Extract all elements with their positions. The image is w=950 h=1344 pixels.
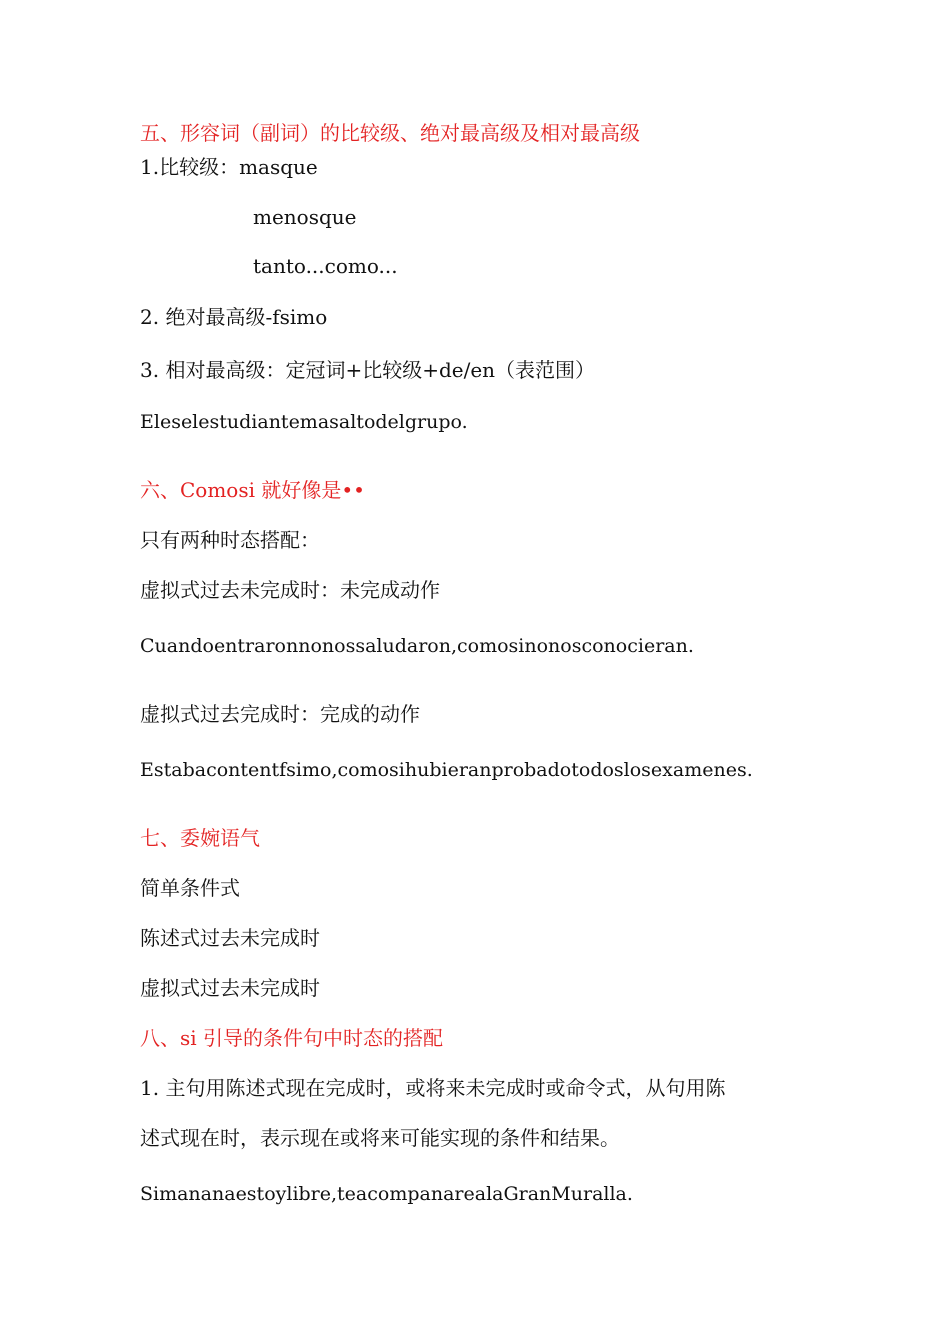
comparative-menos-line: menosque (253, 205, 357, 229)
pluperfect-subjunctive-line: 虚拟式过去完成时：完成的动作 (140, 702, 420, 726)
comparative-line: 1.比较级：masque (140, 155, 318, 179)
section-5-heading: 五、形容词（副词）的比较级、绝对最高级及相对最高级 (140, 121, 640, 145)
example-sentence-1: Eleselestudiantemasaltodelgrupo. (140, 411, 468, 433)
section-7-heading: 七、委婉语气 (140, 826, 260, 850)
indicative-imperfect-line: 陈述式过去未完成时 (140, 926, 320, 950)
example-sentence-2: Cuandoentraronnonossaludaron,comosinonosconocieran. (140, 635, 694, 657)
section-6-heading: 六、Comosi 就好像是•• (140, 478, 365, 502)
imperfect-subjunctive-line: 虚拟式过去未完成时：未完成动作 (140, 578, 440, 602)
example-sentence-4: Simananaestoylibre,teacompanarealaGranMuralla. (140, 1183, 633, 1205)
two-tenses-line: 只有两种时态搭配： (140, 528, 320, 552)
conditional-rule-line-1: 1. 主句用陈述式现在完成时，或将来未完成时或命令式，从句用陈 (140, 1076, 726, 1100)
simple-conditional-line: 简单条件式 (140, 876, 240, 900)
comparative-tanto-line: tanto...como... (253, 254, 398, 278)
subjunctive-imperfect-line: 虚拟式过去未完成时 (140, 976, 320, 1000)
relative-superlative-line: 3. 相对最高级：定冠词+比较级+de/en（表范围） (140, 358, 596, 382)
absolute-superlative-line: 2. 绝对最高级-fsimo (140, 305, 328, 329)
example-sentence-3: Estabacontentfsimo,comosihubieranprobadotodoslosexamenes. (140, 759, 753, 781)
section-8-heading: 八、si 引导的条件句中时态的搭配 (140, 1026, 444, 1050)
conditional-rule-line-2: 述式现在时，表示现在或将来可能实现的条件和结果。 (140, 1126, 620, 1150)
